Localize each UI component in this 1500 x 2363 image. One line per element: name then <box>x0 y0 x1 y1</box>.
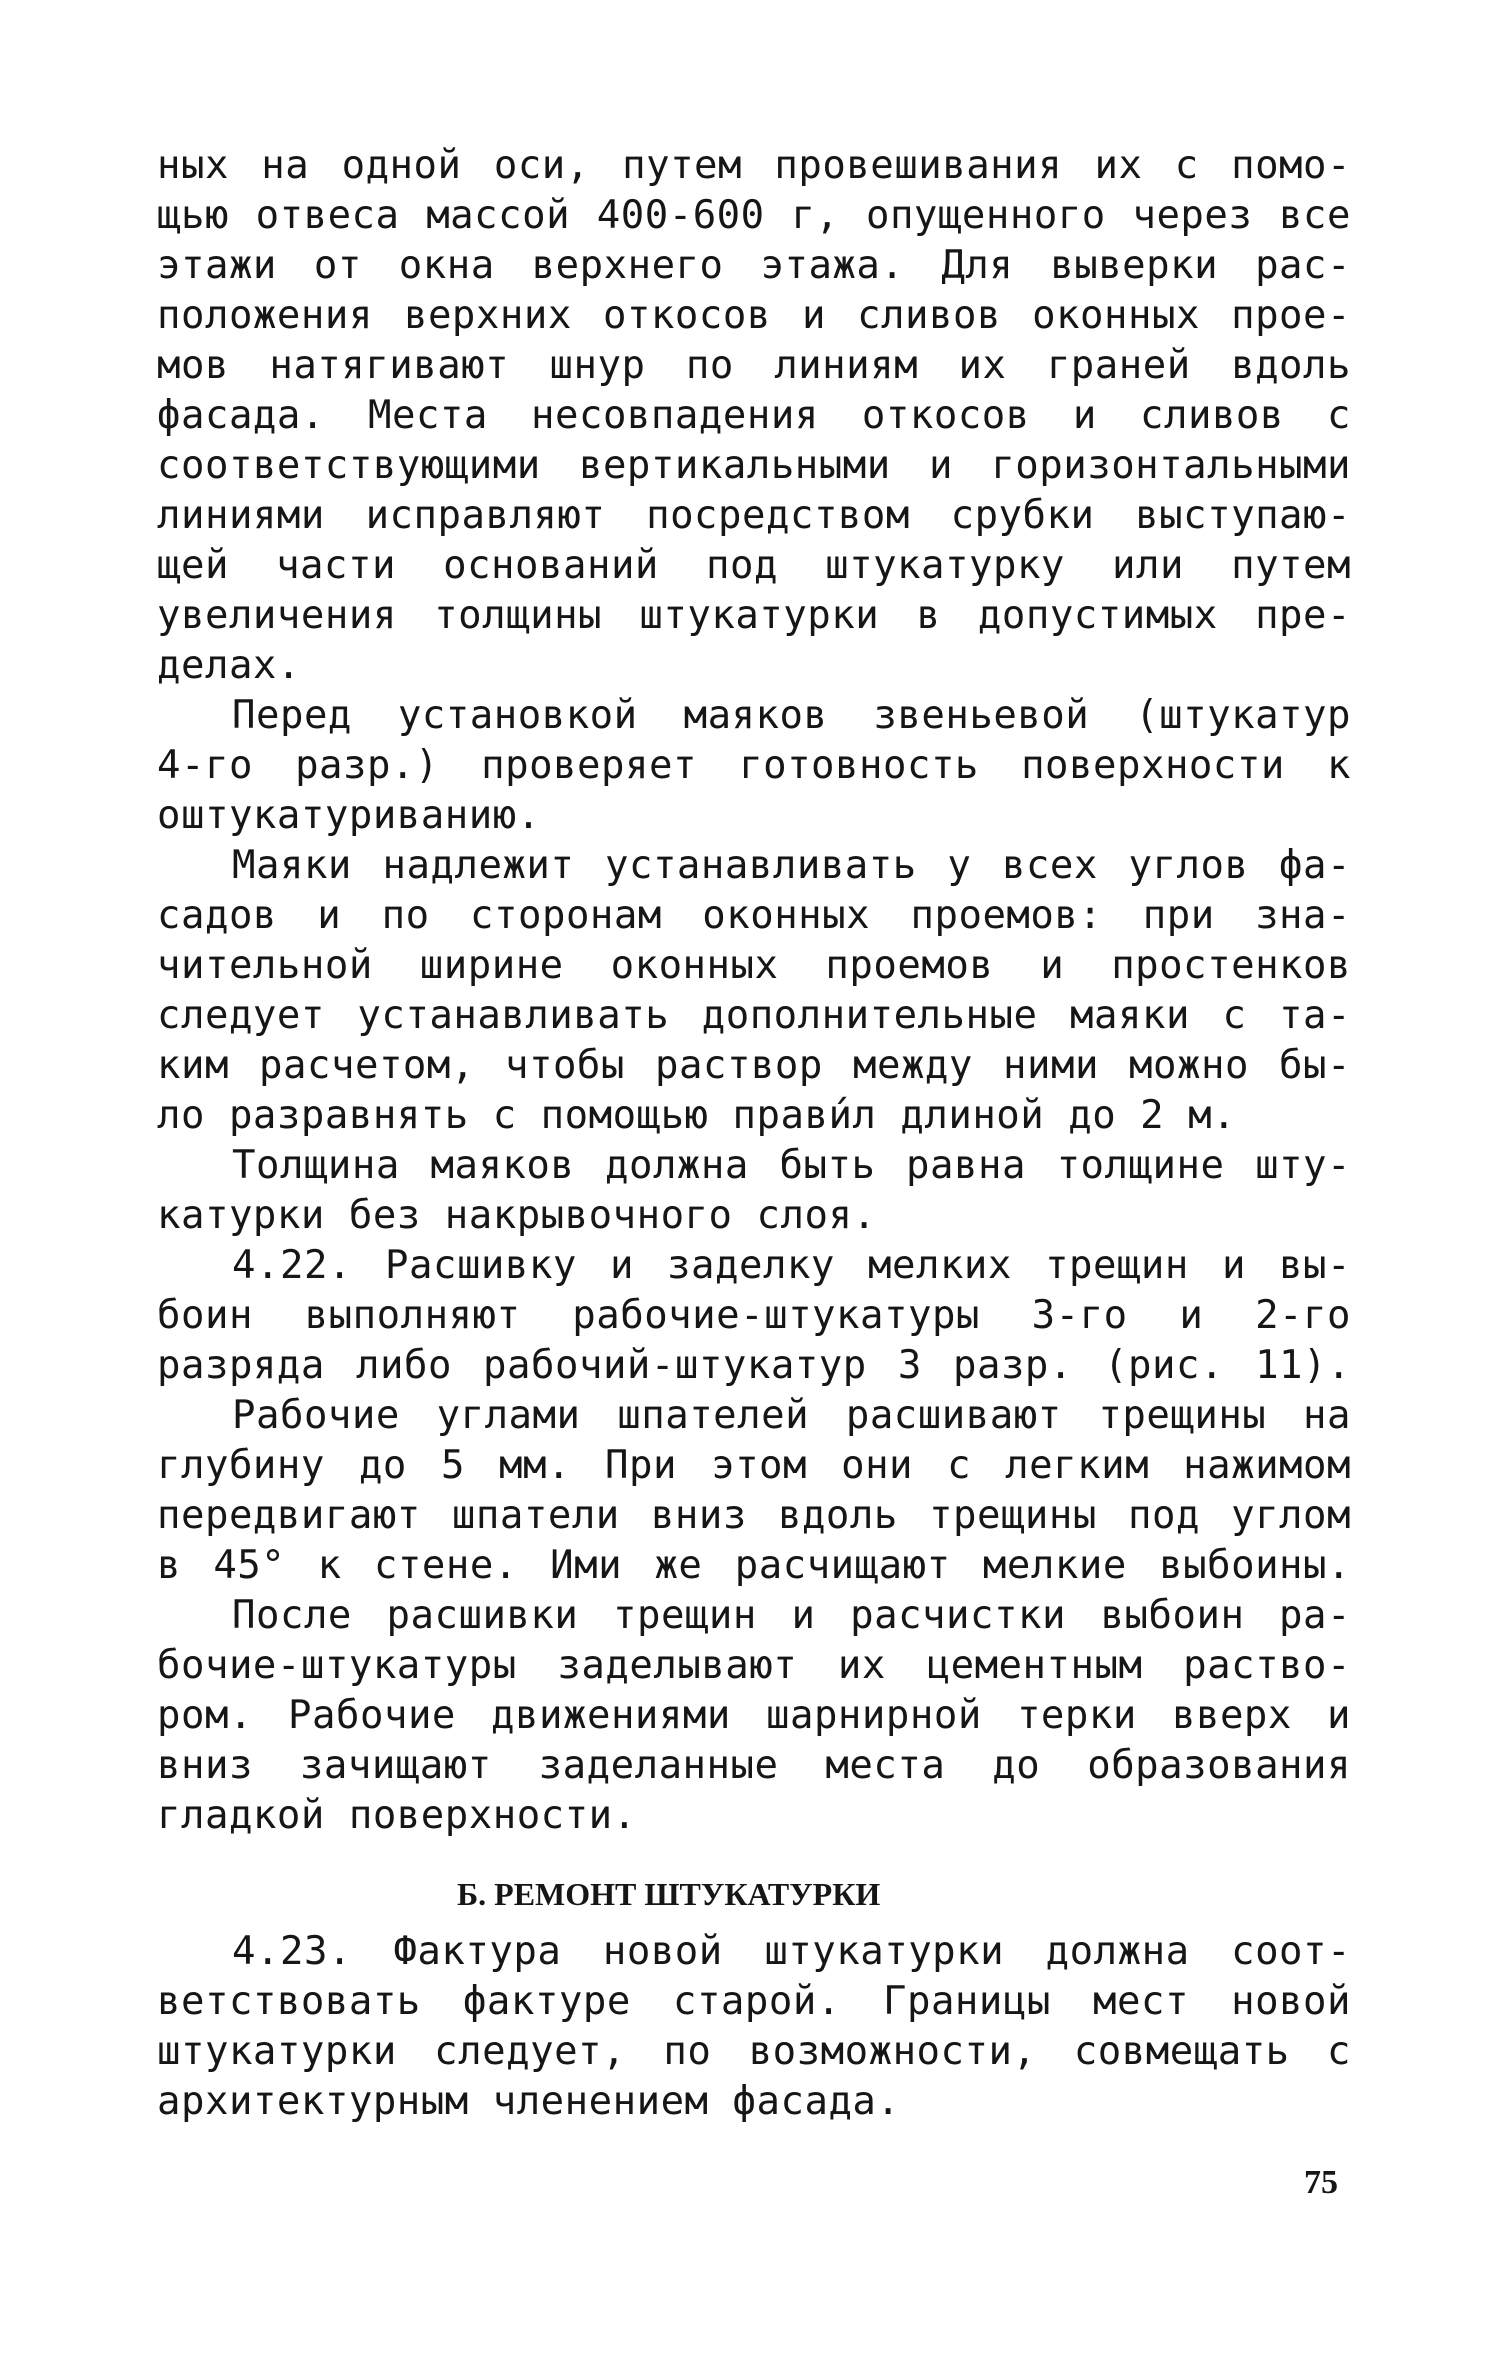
text-line: соответствующими вертикальными и горизонтальными <box>157 443 1351 488</box>
text-line: передвигают шпатели вниз вдоль трещины под углом <box>157 1493 1351 1538</box>
section-heading: Б. РЕМОНТ ШТУКАТУРКИ <box>457 1876 881 1912</box>
text-line: положения верхних откосов и сливов оконных прое- <box>157 293 1351 338</box>
text-line: Перед установкой маяков звеньевой (штукатур <box>232 693 1351 738</box>
text-line: гладкой поверхности. <box>157 1793 637 1838</box>
text-line: После расшивки трещин и расчистки выбоин ра- <box>232 1593 1351 1638</box>
paragraph <box>157 1141 1351 1241</box>
text-line: чительной ширине оконных проемов и простенков <box>157 943 1351 988</box>
text-line: катурки без накрывочного слоя. <box>157 1193 877 1238</box>
text-line: мов натягивают шнур по линиям их граней вдоль <box>157 343 1351 388</box>
text-line: бочие-штукатуры заделывают их цементным раство- <box>157 1643 1351 1688</box>
text-line: глубину до 5 мм. При этом они с легким нажимом <box>157 1443 1351 1488</box>
text-line: линиями исправляют посредством срубки выступаю- <box>157 493 1351 538</box>
text-line: боин выполняют рабочие-штукатуры 3-го и 2-го <box>157 1293 1351 1338</box>
text-line: ло разравнять с помощью прави́л длиной до 2 м. <box>157 1093 1237 1138</box>
text-line: ветствовать фактуре старой. Границы мест новой <box>157 1979 1351 2024</box>
text-line: увеличения толщины штукатурки в допустимых пре- <box>157 593 1351 638</box>
paragraph <box>157 141 1351 691</box>
text-line: в 45° к стене. Ими же расчищают мелкие выбоины. <box>157 1543 1351 1588</box>
paragraph <box>157 1391 1351 1591</box>
text-line: штукатурки следует, по возможности, совмещать с <box>157 2029 1351 2074</box>
section-b-text <box>157 1927 1351 2127</box>
text-line: следует устанавливать дополнительные маяки с та- <box>157 993 1351 1038</box>
text-line: 4.22. Расшивку и заделку мелких трещин и вы- <box>232 1243 1351 1288</box>
text-line: ром. Рабочие движениями шарнирной терки вверх и <box>157 1693 1351 1738</box>
text-line: архитектурным членением фасада. <box>157 2079 901 2124</box>
text-line: щью отвеса массой 400-600 г, опущенного через все <box>157 193 1351 238</box>
text-line: Рабочие углами шпателей расшивают трещины на <box>232 1393 1351 1438</box>
text-line: щей части оснований под штукатурку или путем <box>157 543 1351 588</box>
text-line: садов и по сторонам оконных проемов: при зна- <box>157 893 1351 938</box>
text-line: 4.23. Фактура новой штукатурки должна соот- <box>232 1929 1351 1974</box>
text-line: разряда либо рабочий-штукатур 3 разр. (рис. 11). <box>157 1343 1351 1388</box>
paragraph <box>157 1591 1351 1841</box>
text-line: вниз зачищают заделанные места до образования <box>157 1743 1351 1788</box>
text-line: Толщина маяков должна быть равна толщине шту- <box>232 1143 1351 1188</box>
paragraph <box>157 691 1351 841</box>
text-line: фасада. Места несовпадения откосов и сливов с <box>157 393 1351 438</box>
text-line: Маяки надлежит устанавливать у всех углов фа- <box>232 843 1351 888</box>
text-line: этажи от окна верхнего этажа. Для выверки рас- <box>157 243 1351 288</box>
text-line: делах. <box>157 643 301 688</box>
text-line: оштукатуриванию. <box>157 793 541 838</box>
page-number: 75 <box>1304 2164 1338 2201</box>
main-text <box>157 141 1351 1841</box>
text-line: ных на одной оси, путем провешивания их с помо- <box>157 143 1351 188</box>
paragraph <box>157 1927 1351 2127</box>
text-line: ким расчетом, чтобы раствор между ними можно бы- <box>157 1043 1351 1088</box>
text-block <box>157 141 1351 2127</box>
paragraph <box>157 1241 1351 1391</box>
paragraph <box>157 841 1351 1141</box>
text-line: 4-го разр.) проверяет готовность поверхности к <box>157 743 1351 788</box>
